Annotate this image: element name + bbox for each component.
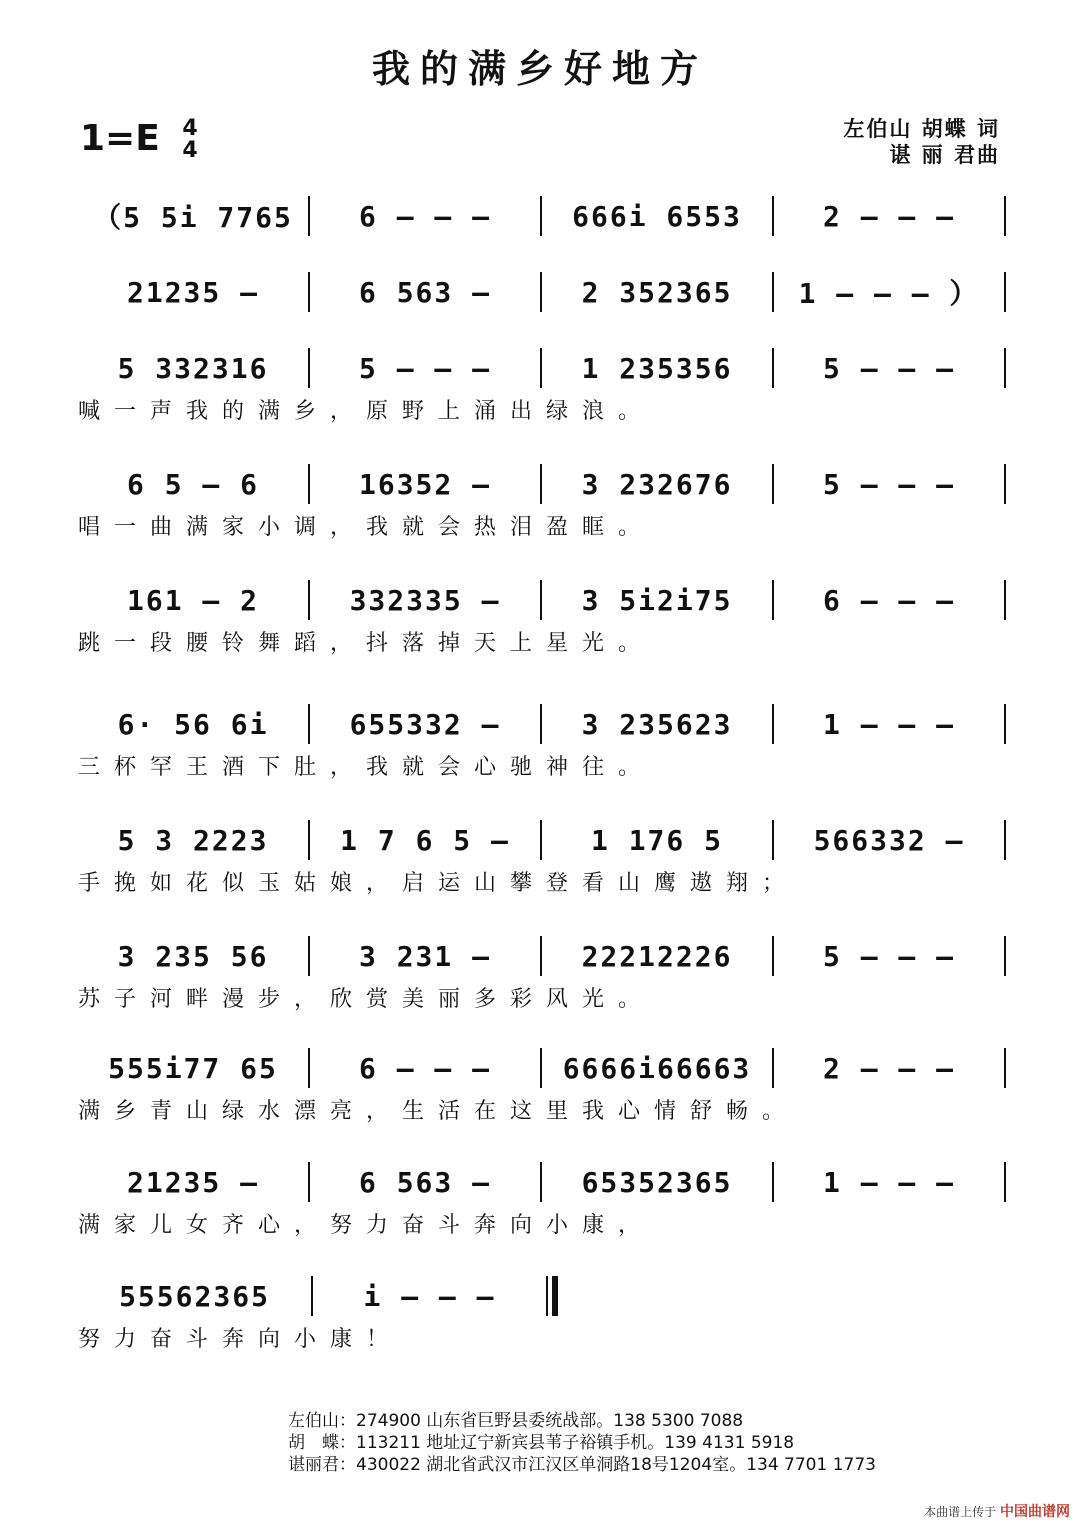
measure: 21235 –: [126, 1165, 259, 1199]
measure: 161 – 2: [126, 583, 259, 617]
notation-line: [78, 464, 1006, 504]
measure: 332335 –: [349, 583, 501, 617]
time-signature-top: 4: [182, 116, 198, 141]
measure: 6666i66663: [562, 1051, 752, 1085]
notation-line: [78, 196, 1006, 236]
measure: 6 5 – 6: [126, 467, 259, 501]
measure: 22212226: [581, 939, 733, 973]
notation-line: [78, 272, 1006, 312]
notation-line: [78, 1162, 1006, 1202]
measure: 16352 –: [358, 467, 491, 501]
bar-line: [1004, 1048, 1006, 1088]
contact-line: 谌丽君：430022 湖北省武汉市江汉区单洞路18号1204室。134 7701 1773: [288, 1455, 876, 1475]
credits: [843, 116, 1000, 168]
measure: 6 – – –: [822, 583, 955, 617]
notation-line: [78, 820, 1006, 860]
lyrics-line: 努力奋斗奔向小康！: [78, 1327, 403, 1352]
score-row: [78, 1276, 558, 1372]
measure: 1 176 5: [590, 823, 723, 857]
measure: 3 235623: [581, 707, 733, 741]
measure: 5 332316: [117, 351, 269, 385]
bar-line: [1004, 1162, 1006, 1202]
measure: 55562365: [119, 1279, 270, 1313]
measure: （5 5i 7765: [93, 201, 293, 234]
time-signature: [182, 118, 197, 162]
lyricist-credit: 左伯山 胡蝶 词: [843, 117, 1000, 141]
key-signature: [80, 118, 198, 162]
score-row: [78, 1048, 1006, 1144]
measure: 1 – – –: [822, 1165, 955, 1199]
bar-line: [1004, 820, 1006, 860]
measure: 6 563 –: [358, 275, 491, 309]
lyrics-line: 手挽如花似玉姑娘，启运山攀登看山鹰遨翔；: [78, 871, 799, 896]
lyrics-line: 喊一声我的满乡，原野上涌出绿浪。: [78, 399, 655, 424]
score-row: [78, 580, 1006, 676]
song-title: 我的满乡好地方: [371, 46, 708, 91]
notation-line: [78, 936, 1006, 976]
bar-line: [1004, 704, 1006, 744]
measure: 3 232676: [581, 467, 733, 501]
measure: i – – –: [363, 1279, 496, 1313]
measure: 5 – – –: [822, 467, 955, 501]
measure: 1 – – –: [822, 707, 955, 741]
measure: 65352365: [581, 1165, 733, 1199]
measure: 6· 56 6i: [117, 707, 269, 741]
bar-line: [1004, 464, 1006, 504]
measure: 5 3 2223: [117, 823, 269, 857]
composer-credit: 谌 丽 君曲: [889, 143, 1000, 167]
measure: 3 235 56: [117, 939, 269, 973]
score-row: [78, 936, 1006, 1032]
score-row: [78, 820, 1006, 916]
watermark-site: 中国曲谱网: [1000, 1504, 1070, 1520]
measure: 6 563 –: [358, 1165, 491, 1199]
final-barline: [552, 1276, 558, 1316]
measure: 1 235356: [581, 351, 733, 385]
measure: 2 – – –: [822, 1051, 955, 1085]
bar-line: [546, 1276, 548, 1316]
measure: 5 – – –: [822, 351, 955, 385]
score-row: [78, 704, 1006, 800]
notation-line: [78, 704, 1006, 744]
contact-info: [288, 1410, 876, 1476]
measure: 2 352365: [581, 275, 733, 309]
contact-line: 胡 蝶：113211 地址辽宁新宾县苇子裕镇手机。139 4131 5918: [288, 1433, 795, 1453]
lyrics-line: 三杯罕王酒下肚，我就会心驰神往。: [78, 755, 655, 780]
bar-line: [1004, 936, 1006, 976]
measure: 6 – – –: [358, 199, 491, 233]
score-row: [78, 464, 1006, 560]
measure: 3 231 –: [358, 939, 491, 973]
measure: 1 7 6 5 –: [340, 823, 510, 857]
lyrics-line: 跳一段腰铃舞蹈，抖落掉天上星光。: [78, 631, 655, 656]
watermark-prefix: 本曲谱上传于: [924, 1505, 997, 1519]
bar-line: [1004, 272, 1006, 312]
measure: 5 – – –: [358, 351, 491, 385]
bar-line: [1004, 196, 1006, 236]
bar-line: [1004, 580, 1006, 620]
key-label: 1=E: [80, 118, 160, 159]
lyrics-line: 苏子河畔漫步，欣赏美丽多彩风光。: [78, 987, 655, 1012]
notation-line: [78, 1048, 1006, 1088]
notation-line: [78, 1276, 558, 1316]
measure: 655332 –: [349, 707, 501, 741]
measure: 3 5i2i75: [581, 583, 733, 617]
time-signature-bottom: 4: [182, 138, 198, 163]
measure: 1 – – – ）: [798, 277, 980, 310]
notation-line: [78, 580, 1006, 620]
score-row: [78, 1162, 1006, 1258]
measure: 2 – – –: [822, 199, 955, 233]
contact-line: 左伯山：274900 山东省巨野县委统战部。138 5300 7088: [288, 1411, 744, 1431]
measure: 5 – – –: [822, 939, 955, 973]
bar-line: [1004, 348, 1006, 388]
measure: 555i77 65: [108, 1051, 278, 1085]
lyrics-line: 唱一曲满家小调，我就会热泪盈眶。: [78, 515, 655, 540]
measure: 566332 –: [813, 823, 965, 857]
score-row: [78, 348, 1006, 444]
watermark: [924, 1501, 1070, 1521]
lyrics-line: 满乡青山绿水漂亮，生活在这里我心情舒畅。: [78, 1099, 799, 1124]
lyrics-line: 满家儿女齐心，努力奋斗奔向小康，: [78, 1213, 655, 1238]
measure: 666i 6553: [572, 199, 742, 233]
measure: 21235 –: [126, 275, 259, 309]
measure: 6 – – –: [358, 1051, 491, 1085]
notation-line: [78, 348, 1006, 388]
